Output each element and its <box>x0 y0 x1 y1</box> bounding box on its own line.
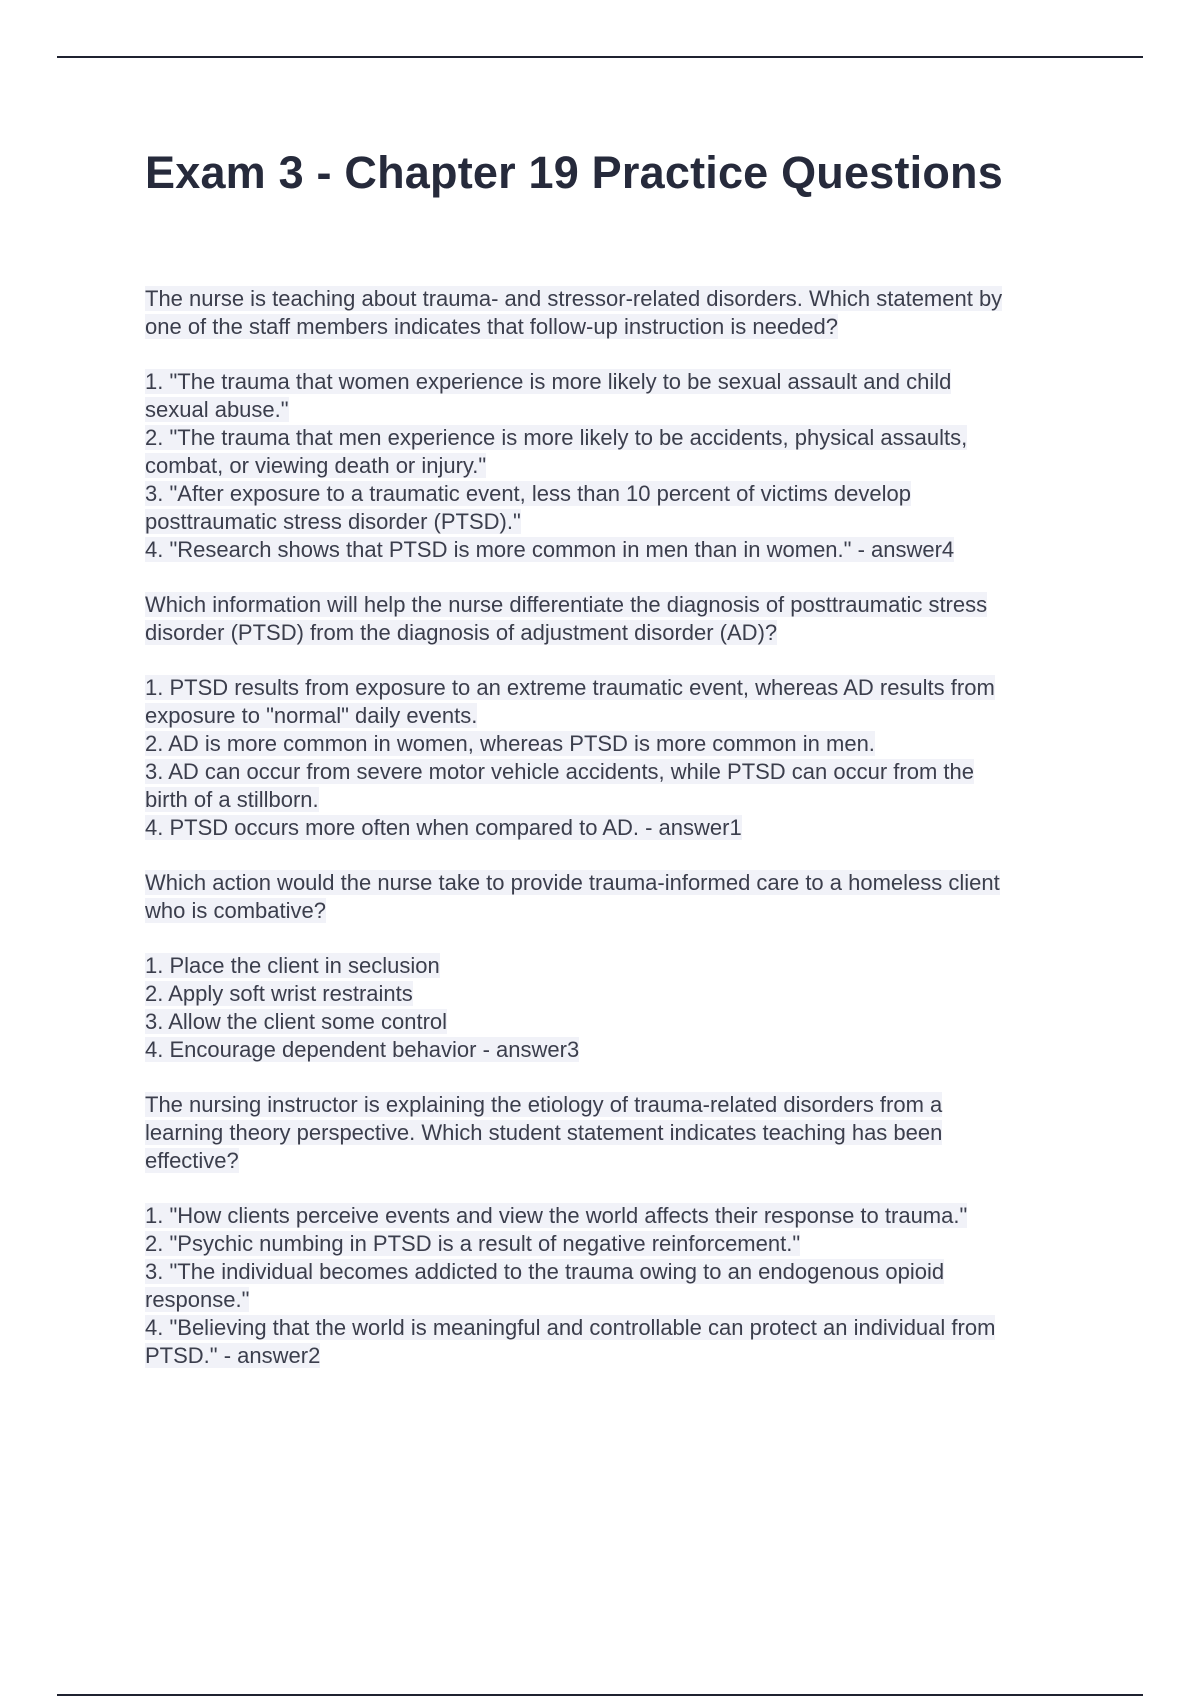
answer-option-line: 3. Allow the client some control <box>145 1009 448 1034</box>
answer-option-line: 1. "How clients perceive events and view the world affects their response to trauma." <box>145 1203 968 1228</box>
question-item <box>145 591 1105 842</box>
answer-option-line: 4. "Research shows that PTSD is more common in men than in women." - answer4 <box>145 537 955 562</box>
question-item <box>145 1091 1105 1370</box>
question-stem-line: Which information will help the nurse differentiate the diagnosis of posttraumatic stress <box>145 592 988 617</box>
header-divider <box>57 56 1143 58</box>
answer-option-line: 3. AD can occur from severe motor vehicle accidents, while PTSD can occur from the <box>145 759 974 784</box>
page-title: Exam 3 - Chapter 19 Practice Questions <box>145 147 1003 198</box>
answer-option-line: 4. Encourage dependent behavior - answer3 <box>145 1037 580 1062</box>
answer-option-line: 1. "The trauma that women experience is more likely to be sexual assault and child <box>145 369 952 394</box>
answer-option-line: combat, or viewing death or injury." <box>145 453 487 478</box>
answer-option-line: 2. "The trauma that men experience is more likely to be accidents, physical assaults, <box>145 425 968 450</box>
answer-option-line: response." <box>145 1287 250 1312</box>
question-item <box>145 285 1105 564</box>
question-item <box>145 869 1105 1064</box>
question-stem-line: disorder (PTSD) from the diagnosis of adjustment disorder (AD)? <box>145 620 778 645</box>
question-stem-line: one of the staff members indicates that follow-up instruction is needed? <box>145 314 838 339</box>
footer-divider <box>57 1694 1143 1696</box>
question-stem-line: The nursing instructor is explaining the etiology of trauma-related disorders from a <box>145 1092 943 1117</box>
answer-option-line: sexual abuse." <box>145 397 289 422</box>
answer-option-line: 4. PTSD occurs more often when compared to AD. - answer1 <box>145 815 742 840</box>
question-list <box>145 285 1105 1397</box>
answer-option-line: PTSD." - answer2 <box>145 1343 321 1368</box>
answer-option-line: 2. "Psychic numbing in PTSD is a result of negative reinforcement." <box>145 1231 801 1256</box>
answer-option-line: posttraumatic stress disorder (PTSD)." <box>145 509 521 534</box>
answer-option-line: exposure to "normal" daily events. <box>145 703 478 728</box>
answer-option-line: 2. AD is more common in women, whereas PTSD is more common in men. <box>145 731 875 756</box>
answer-option-line: 4. "Believing that the world is meaningful and controllable can protect an individual from <box>145 1315 996 1340</box>
question-stem-line: effective? <box>145 1148 239 1173</box>
question-stem-line: who is combative? <box>145 898 326 923</box>
answer-option-line: 1. Place the client in seclusion <box>145 953 440 978</box>
answer-option-line: 2. Apply soft wrist restraints <box>145 981 413 1006</box>
answer-option-line: birth of a stillborn. <box>145 787 319 812</box>
question-stem-line: learning theory perspective. Which student statement indicates teaching has been <box>145 1120 943 1145</box>
question-stem-line: The nurse is teaching about trauma- and stressor-related disorders. Which statement by <box>145 286 1003 311</box>
answer-option-line: 3. "The individual becomes addicted to the trauma owing to an endogenous opioid <box>145 1259 945 1284</box>
question-stem-line: Which action would the nurse take to provide trauma-informed care to a homeless client <box>145 870 1000 895</box>
answer-option-line: 1. PTSD results from exposure to an extreme traumatic event, whereas AD results from <box>145 675 995 700</box>
answer-option-line: 3. "After exposure to a traumatic event, less than 10 percent of victims develop <box>145 481 911 506</box>
